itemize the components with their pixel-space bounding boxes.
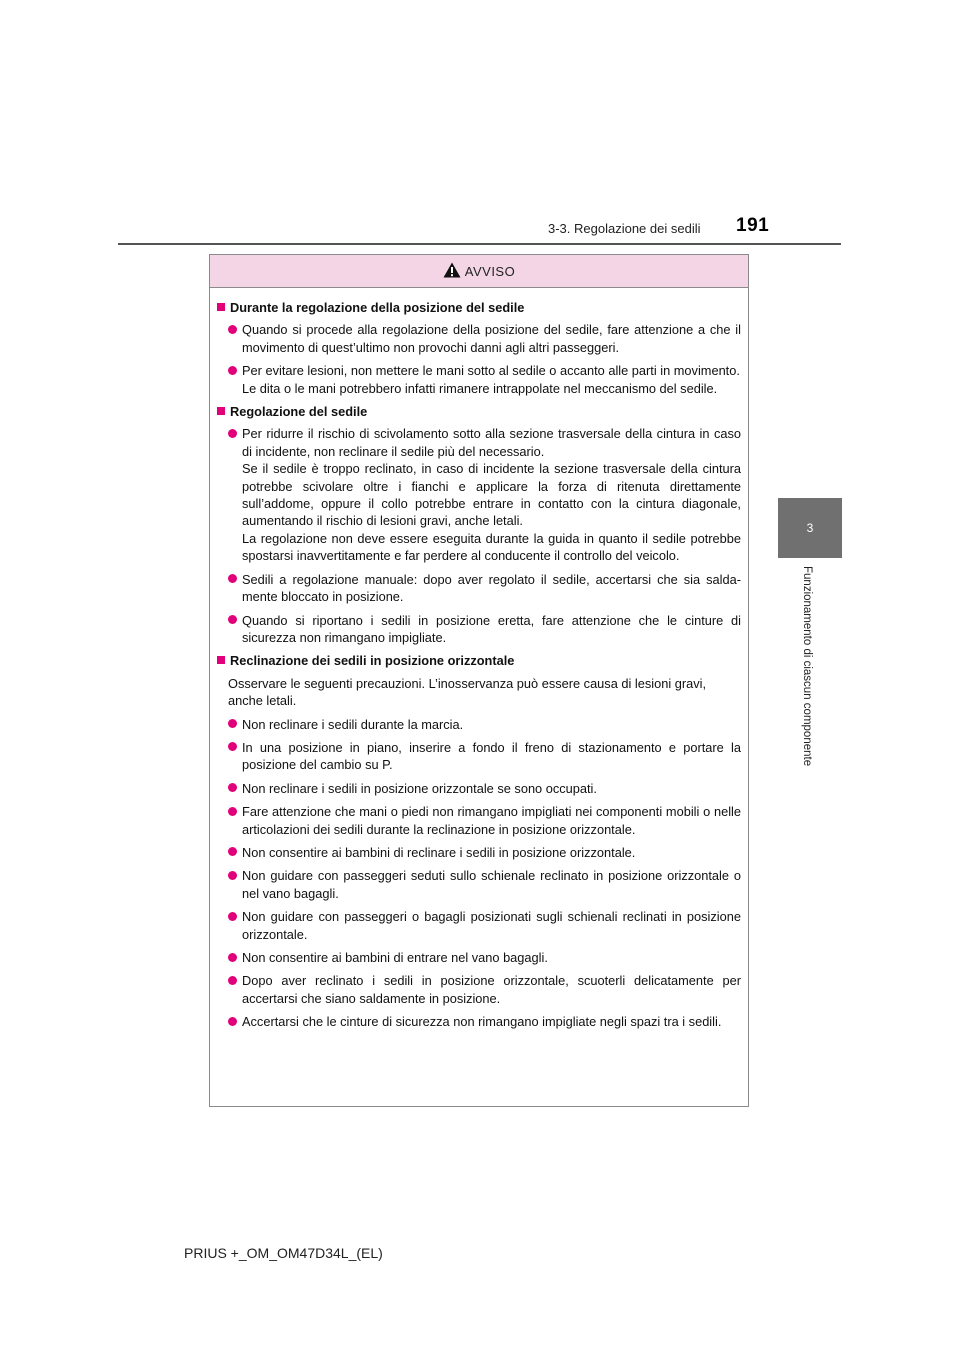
- paragraph: In una posizione in piano, inserire a fondo il freno di stazionamento e portare la posizione del cambio su P.: [242, 739, 741, 773]
- round-bullet-icon: [228, 325, 237, 334]
- list-item: [217, 949, 741, 966]
- chapter-tab: [778, 498, 842, 558]
- list-item-text: [242, 716, 741, 733]
- list-item-text: [242, 1013, 741, 1030]
- section-heading-text: Durante la regolazione della posizione del sedile: [230, 300, 525, 315]
- list-item: [217, 867, 741, 902]
- warning-title: AVVISO: [464, 263, 516, 279]
- list-item-text: [242, 972, 741, 1007]
- list-item: [217, 1013, 741, 1030]
- list-item: [217, 803, 741, 838]
- round-bullet-icon: [228, 847, 237, 856]
- list-item: [217, 321, 741, 356]
- warning-body: [210, 288, 748, 1031]
- section-intro: Osservare le seguenti precauzioni. L’inosservanza può essere causa di lesioni gravi, anche letali.: [228, 675, 707, 709]
- warning-section: [217, 403, 741, 646]
- list-item-text: [242, 844, 741, 861]
- paragraph: Se il sedile è troppo reclinato, in caso di incidente la sezione trasversale della cintura potrebbe scivolare oltre i fianchi e applicare la forza di ritenuta direttamente sull’addome, oppure il collo potrebbe entrare in contatto con la cintura diagonale, aumentando il rischio di lesioni gravi, anche letali.: [242, 461, 741, 529]
- paragraph: Per ridurre il rischio di scivolamento sotto alla sezione trasversale della cintura in caso di incidente, non reclinare il sedile più del necessario.: [242, 426, 741, 459]
- paragraph: Quando si procede alla regolazione della posizione del sedile, fare attenzione a che il movimento di quest’ultimo non provochi danni agli altri passeggeri.: [242, 322, 741, 355]
- list-item: [217, 908, 741, 943]
- round-bullet-icon: [228, 366, 237, 375]
- list-item: [217, 571, 741, 606]
- list-item-text: [242, 739, 741, 774]
- round-bullet-icon: [228, 574, 237, 583]
- round-bullet-icon: [228, 615, 237, 624]
- list-item: [217, 780, 741, 797]
- section-heading-text: Reclinazione dei sedili in posizione orizzontale: [230, 653, 515, 669]
- paragraph: Non consentire ai bambini di entrare nel vano bagagli.: [242, 950, 548, 965]
- round-bullet-icon: [228, 1017, 237, 1026]
- list-item-text: [242, 321, 741, 356]
- list-item-text: [242, 362, 741, 397]
- round-bullet-icon: [228, 953, 237, 962]
- section-heading: [217, 403, 741, 420]
- header-divider: [118, 243, 841, 245]
- list-item: [217, 425, 741, 564]
- square-bullet-icon: [217, 303, 225, 311]
- list-item-text: [242, 612, 741, 647]
- paragraph: Fare attenzione che mani o piedi non rimangano impigliati nei componenti mobili o nelle articolazioni dei sedili durante la reclinazione in posizione orizzontale.: [242, 804, 741, 837]
- page-number: 191: [736, 215, 770, 236]
- list-item-text: [242, 867, 741, 902]
- list-item: [217, 739, 741, 774]
- round-bullet-icon: [228, 429, 237, 438]
- round-bullet-icon: [228, 976, 237, 985]
- list-item-text: [242, 780, 741, 797]
- section-heading: [217, 652, 741, 669]
- list-item-text: [242, 908, 741, 943]
- round-bullet-icon: [228, 871, 237, 880]
- round-bullet-icon: [228, 719, 237, 728]
- round-bullet-icon: [228, 912, 237, 921]
- list-item: [217, 844, 741, 861]
- paragraph: Quando si riportano i sedili in posizione eretta, fare attenzione che le cinture di sicurezza non rimangano impigliate.: [242, 612, 741, 645]
- paragraph: Le dita o le mani potrebbero infatti rimanere intrappolate nel meccanismo del sedile.: [242, 380, 718, 396]
- list-item: [217, 362, 741, 397]
- paragraph: La regolazione non deve essere eseguita durante la guida in quanto il sedile potrebbe spostarsi inavvertitamente e far perdere al conducente il controllo del veicolo.: [242, 530, 741, 564]
- list-item: [217, 972, 741, 1007]
- paragraph: Sedili a regolazione manuale: dopo aver regolato il sedile, accertarsi che sia saldamente bloccato in posizione.: [242, 571, 741, 605]
- warning-triangle-icon: [443, 262, 461, 278]
- paragraph: Non reclinare i sedili in posizione orizzontale se sono occupati.: [242, 780, 597, 796]
- round-bullet-icon: [228, 742, 237, 751]
- square-bullet-icon: [217, 656, 225, 664]
- section-title: 3-3. Regolazione dei sedili: [548, 221, 701, 236]
- list-item-text: [242, 949, 741, 966]
- section-heading-text: Regolazione del sedile: [230, 404, 368, 420]
- list-item: [217, 612, 741, 647]
- warning-box: [209, 254, 749, 1107]
- list-item-text: [242, 803, 741, 838]
- document-code: PRIUS +_OM_OM47D34L_(EL): [184, 1245, 383, 1261]
- warning-section: [217, 652, 741, 1030]
- square-bullet-icon: [217, 407, 225, 415]
- paragraph: Dopo aver reclinato i sedili in posizione orizzontale, scuoterli delicatamente per accertarsi che siano saldamente in posizione.: [242, 973, 741, 1006]
- paragraph: Non guidare con passeggeri seduti sullo schienale reclinato in posizione orizzontale o nel vano bagagli.: [242, 868, 741, 901]
- paragraph: Non reclinare i sedili durante la marcia.: [242, 716, 464, 732]
- list-item-text: [242, 571, 741, 606]
- paragraph: Non consentire ai bambini di reclinare i sedili in posizione orizzontale.: [242, 844, 636, 860]
- paragraph: Per evitare lesioni, non mettere le mani sotto al sedile o accanto alle parti in movimento.: [242, 363, 740, 379]
- paragraph: Non guidare con passeggeri o bagagli posizionati sugli schienali reclinati in posizione orizzontale.: [242, 909, 741, 942]
- paragraph: Accertarsi che le cinture di sicurezza non rimangano impigliate negli spazi tra i sedili.: [242, 1014, 722, 1030]
- list-item-text: [242, 425, 741, 564]
- list-item: [217, 716, 741, 733]
- warning-section: [217, 299, 741, 397]
- round-bullet-icon: [228, 807, 237, 816]
- section-heading: [217, 299, 741, 316]
- round-bullet-icon: [228, 783, 237, 792]
- chapter-title: Funzionamento di ciascun componente: [801, 566, 813, 767]
- chapter-number: 3: [806, 521, 814, 535]
- warning-header: [210, 255, 748, 288]
